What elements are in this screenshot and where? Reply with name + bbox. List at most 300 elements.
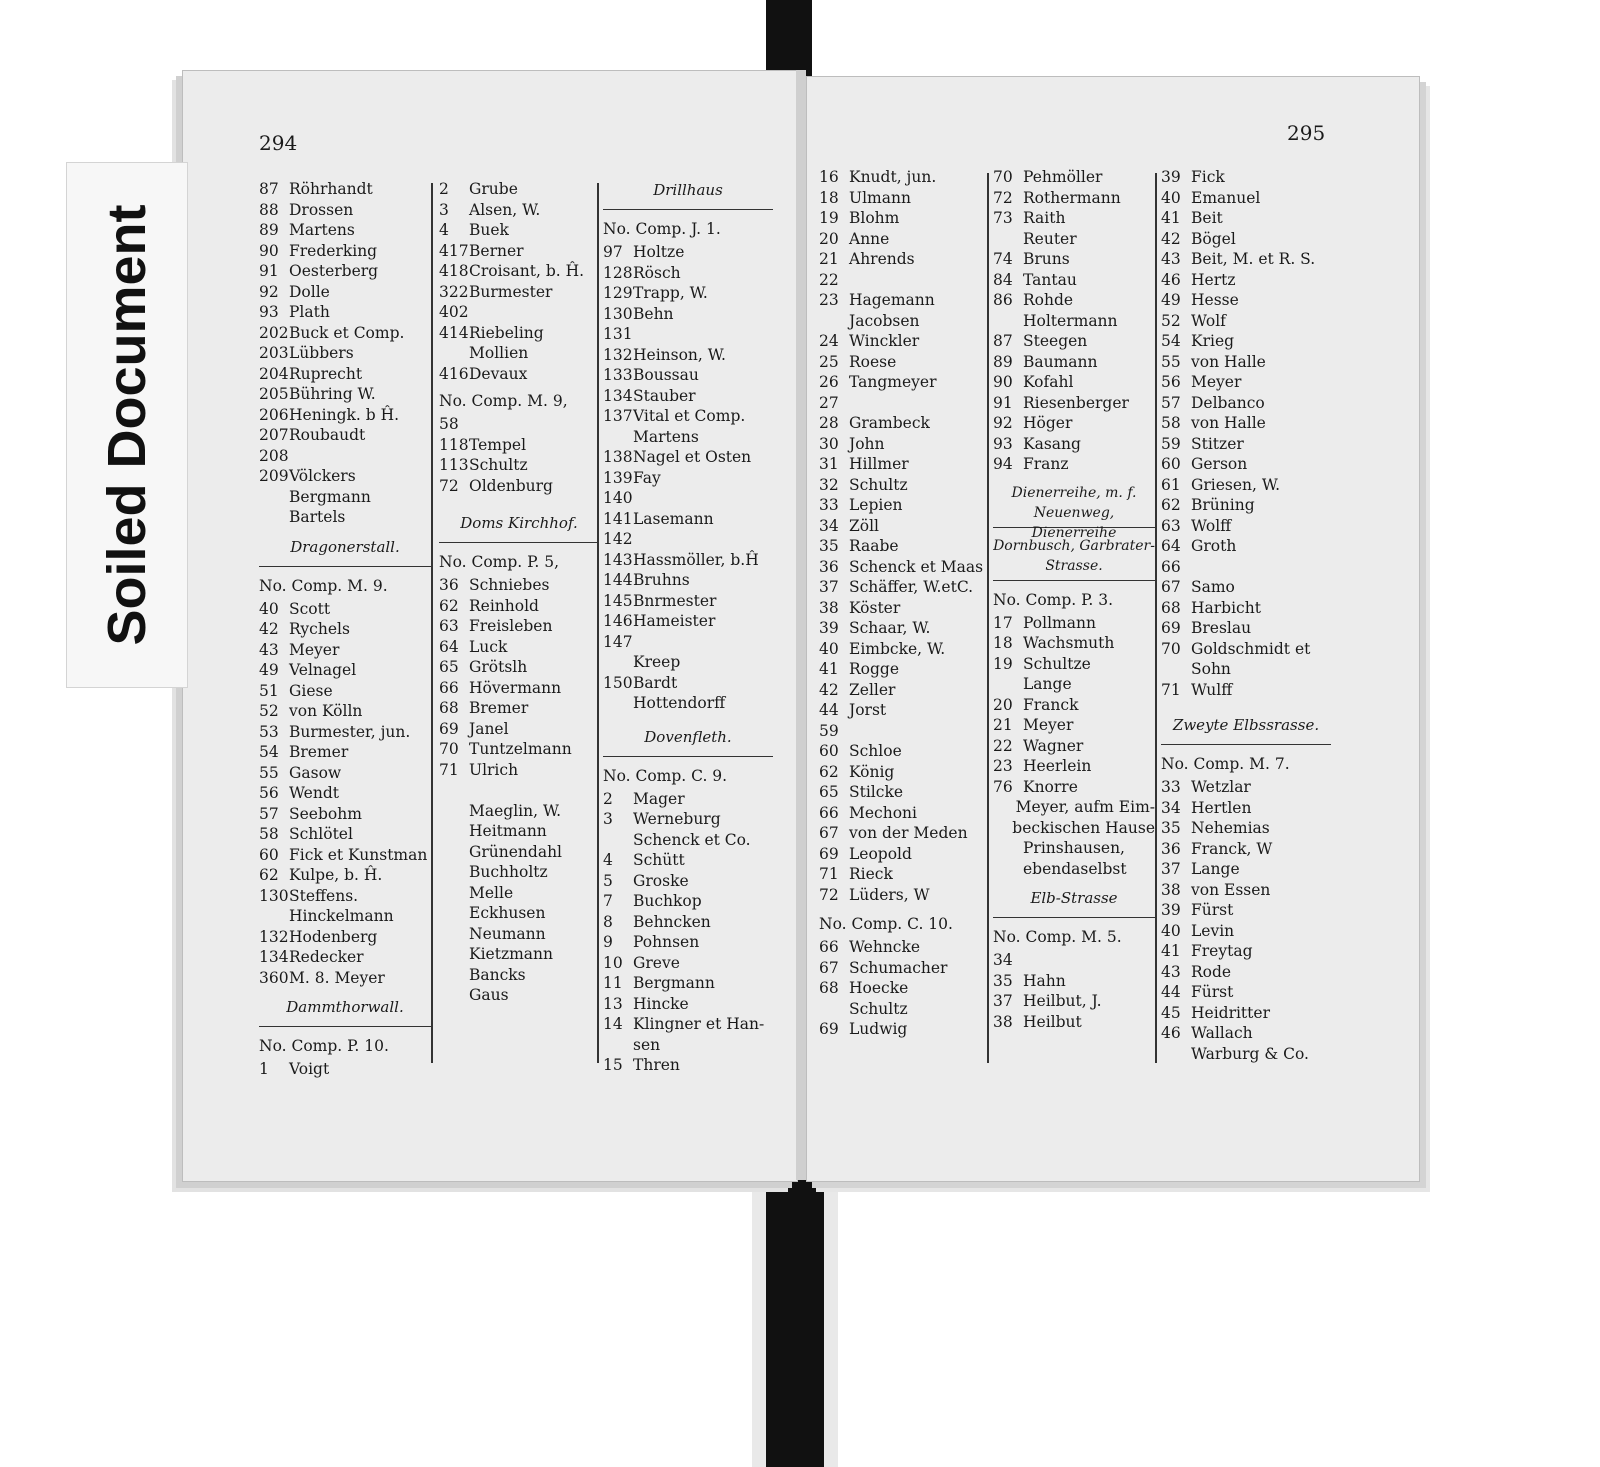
resident-name: Grube	[469, 180, 518, 198]
entry-row	[819, 958, 987, 979]
house-number: 40	[1161, 921, 1181, 940]
entry-row	[993, 838, 1155, 859]
house-number: 43	[1161, 250, 1181, 268]
resident-name: Bergmann	[633, 974, 715, 992]
entry-list	[259, 179, 431, 528]
entry-row	[993, 777, 1155, 798]
resident-name: Croisant, b. Ĥ.	[469, 262, 585, 280]
entry-row	[1161, 859, 1331, 880]
house-number: 67	[1161, 578, 1181, 596]
house-number: 54	[259, 743, 279, 761]
resident-name: Schenck et Maas	[849, 557, 984, 576]
house-number	[439, 944, 469, 965]
resident-name: Lange	[1191, 860, 1240, 878]
entry-row	[1161, 536, 1331, 557]
entry-row	[439, 657, 599, 678]
column-rule	[597, 183, 599, 1063]
house-number: 39	[1161, 168, 1181, 186]
resident-name: Emanuel	[1191, 188, 1261, 207]
house-number: 72	[819, 885, 839, 904]
entry-row	[819, 454, 987, 475]
house-number: 18	[819, 188, 839, 207]
entry-row	[259, 507, 431, 528]
entry-row	[993, 188, 1155, 209]
entry-list	[439, 179, 599, 384]
entry-row	[1161, 434, 1331, 455]
house-number: 55	[259, 763, 279, 782]
house-number: 89	[993, 352, 1013, 371]
entry-row	[819, 844, 987, 865]
resident-name: Baumann	[1023, 352, 1098, 371]
entry-row	[819, 864, 987, 885]
entry-row	[993, 633, 1155, 654]
entry-row	[819, 331, 987, 352]
entry-row	[439, 821, 599, 842]
entry-row	[603, 912, 773, 933]
resident-name: Rieck	[849, 865, 893, 883]
house-number: 87	[993, 332, 1013, 350]
house-number: 59	[1161, 434, 1181, 453]
resident-name: Steegen	[1023, 332, 1088, 350]
house-number: 142	[603, 530, 633, 548]
resident-name: Roubaudt	[289, 426, 366, 444]
entry-row	[1161, 639, 1331, 660]
house-number: 89	[259, 221, 279, 239]
resident-name: Hövermann	[469, 678, 562, 697]
entry-row	[259, 886, 431, 907]
entry-row	[603, 891, 773, 912]
resident-name: Schultze	[1023, 654, 1091, 673]
resident-name: Heningk. b Ĥ.	[289, 405, 400, 424]
resident-name: Greve	[633, 953, 680, 972]
house-number	[439, 903, 469, 924]
resident-name: Buchholtz	[469, 863, 548, 881]
comp-line: No. Comp. P. 3.	[993, 590, 1114, 609]
entry-row	[259, 425, 431, 446]
resident-name: Hottendorff	[633, 694, 726, 712]
entry-list	[439, 575, 599, 780]
resident-name: Levin	[1191, 921, 1235, 940]
resident-name: Knudt, jun.	[849, 168, 937, 186]
resident-name: Fay	[633, 468, 661, 487]
right-col-1	[819, 167, 987, 1040]
entry-row	[439, 476, 599, 497]
entry-row	[603, 468, 773, 489]
house-number: 76	[993, 777, 1013, 796]
entry-row	[993, 695, 1155, 716]
entry-row	[993, 208, 1155, 229]
entry-row	[439, 883, 599, 904]
house-number: 147	[603, 632, 633, 651]
section-title: Elb-Strasse	[993, 879, 1155, 918]
house-number: 34	[819, 516, 839, 535]
entry-row	[1161, 249, 1331, 270]
house-number: 56	[259, 784, 279, 802]
resident-name: Knorre	[1023, 777, 1078, 796]
resident-name: Lübbers	[289, 344, 354, 362]
resident-name: Kulpe, b. Ĥ.	[289, 866, 383, 884]
soiled-document-label: Soiled Document	[66, 162, 188, 688]
house-number: 35	[1161, 819, 1181, 837]
entry-row	[819, 290, 987, 311]
entry-row	[993, 167, 1155, 188]
resident-name: Beit, M. et R. S.	[1191, 250, 1316, 268]
comp-line: No. Comp. M. 9,	[439, 392, 568, 410]
entry-row	[259, 220, 431, 241]
entry-row	[603, 953, 773, 974]
resident-name: Kietzmann	[469, 945, 554, 963]
house-number: 35	[819, 537, 839, 555]
resident-name: Prinshausen,	[1023, 839, 1125, 857]
entry-row	[439, 616, 599, 637]
entry-row	[259, 927, 431, 948]
entry-row	[1161, 229, 1331, 250]
resident-name: Beit	[1191, 209, 1223, 227]
section-title: Zweyte Elbssrasse.	[1161, 706, 1331, 745]
resident-name: Heidritter	[1191, 1003, 1270, 1022]
resident-name: Plath	[289, 303, 330, 321]
house-number: 17	[993, 613, 1013, 632]
entry-row	[603, 570, 773, 591]
resident-name: Gaus	[469, 986, 509, 1004]
house-number: 41	[1161, 209, 1181, 227]
house-number	[439, 862, 469, 883]
resident-name: Hameister	[633, 612, 716, 630]
house-number: 51	[259, 681, 279, 700]
entry-row	[603, 809, 773, 830]
house-number: 38	[993, 1012, 1013, 1031]
house-number: 49	[1161, 291, 1181, 309]
resident-name: ebendaselbst	[1023, 859, 1127, 878]
house-number: 91	[993, 393, 1013, 412]
entry-row	[439, 965, 599, 986]
house-number: 138	[603, 448, 633, 466]
resident-name: Pollmann	[1023, 613, 1096, 632]
resident-name: Köster	[849, 598, 901, 617]
house-number: 68	[439, 699, 459, 717]
resident-name: Eckhusen	[469, 904, 546, 922]
entry-row	[259, 701, 431, 722]
house-number: 14	[603, 1015, 623, 1033]
resident-name: Hagemann	[849, 291, 935, 309]
house-number: 39	[1161, 901, 1181, 919]
entry-row	[603, 263, 773, 284]
entry-row	[259, 619, 431, 640]
resident-name: Röhrhandt	[289, 180, 373, 198]
resident-name: Bögel	[1191, 229, 1236, 248]
entry-row	[259, 845, 431, 866]
resident-name: Hertlen	[1191, 798, 1252, 817]
resident-name: Stilcke	[849, 783, 904, 801]
entry-row	[1161, 331, 1331, 352]
entry-row	[439, 435, 599, 456]
resident-name: Lüders, W	[849, 885, 930, 904]
entry-row	[819, 978, 987, 999]
entry-row	[439, 200, 599, 221]
resident-name: Hinckelmann	[289, 907, 394, 925]
house-number: 57	[1161, 393, 1181, 412]
entry-row	[439, 261, 599, 282]
entry-row	[259, 763, 431, 784]
resident-name: Franck	[1023, 695, 1079, 714]
resident-name: Riesenberger	[1023, 393, 1129, 412]
house-number: 30	[819, 434, 839, 453]
entry-row	[259, 865, 431, 886]
house-number: 61	[1161, 475, 1181, 494]
entry-row	[1161, 921, 1331, 942]
resident-name: Heitmann	[469, 822, 547, 840]
entry-row	[259, 906, 431, 927]
house-number: 37	[993, 992, 1013, 1010]
entry-row	[819, 516, 987, 537]
entry-row	[603, 830, 773, 851]
house-number: 15	[603, 1056, 623, 1074]
house-number: 62	[259, 866, 279, 884]
house-number: 3	[439, 200, 449, 219]
house-number: 10	[603, 953, 623, 972]
house-number: 74	[993, 250, 1013, 268]
resident-name: Franck, W	[1191, 839, 1273, 858]
resident-name: Breslau	[1191, 619, 1252, 637]
resident-name: Jorst	[849, 701, 887, 719]
house-number: 70	[993, 168, 1013, 186]
house-number: 19	[993, 654, 1013, 673]
house-number: 145	[603, 591, 633, 610]
entry-row	[603, 673, 773, 694]
resident-name: Ulmann	[849, 188, 911, 207]
entry-row	[439, 944, 599, 965]
resident-name: Heilbut, J.	[1023, 992, 1102, 1010]
entry-row	[1161, 188, 1331, 209]
entry-row	[993, 818, 1155, 839]
house-number: 68	[1161, 598, 1181, 617]
right-col-2	[993, 167, 1155, 1032]
house-number: 133	[603, 366, 633, 384]
house-number: 40	[1161, 188, 1181, 207]
resident-name: Kofahl	[1023, 373, 1074, 391]
entry-list	[819, 937, 987, 1040]
resident-name: Scott	[289, 599, 331, 618]
resident-name: Groth	[1191, 537, 1237, 555]
entry-row	[1161, 798, 1331, 819]
resident-name: Klingner et Han-	[633, 1015, 765, 1033]
entry-row	[603, 591, 773, 612]
house-number: 208	[259, 446, 289, 465]
resident-name: Bremer	[289, 743, 349, 761]
resident-name: Bremer	[469, 699, 529, 717]
entry-row	[439, 719, 599, 740]
house-number: 53	[259, 722, 279, 741]
resident-name: Wetzlar	[1191, 778, 1251, 796]
house-number: 66	[819, 803, 839, 822]
house-number: 23	[819, 291, 839, 309]
house-number: 36	[439, 576, 459, 594]
house-number: 205	[259, 385, 289, 403]
resident-name: Berner	[469, 241, 524, 260]
right-col-3	[1161, 167, 1331, 1064]
house-number: 68	[819, 979, 839, 997]
house-number	[439, 985, 469, 1006]
house-number: 64	[1161, 537, 1181, 555]
house-number: 2	[439, 180, 449, 198]
entry-list	[259, 599, 431, 989]
resident-name: M. 8. Meyer	[289, 968, 385, 987]
resident-name: Schaar, W.	[849, 619, 931, 637]
house-number	[259, 487, 289, 508]
resident-name: Wolf	[1191, 311, 1226, 330]
resident-name: Hertz	[1191, 270, 1236, 289]
entry-row	[259, 660, 431, 681]
house-number: 28	[819, 414, 839, 432]
entry-row	[993, 736, 1155, 757]
house-number: 72	[439, 476, 459, 495]
house-number: 63	[439, 617, 459, 635]
resident-name: Heilbut	[1023, 1012, 1082, 1031]
resident-name: Ruprecht	[289, 364, 363, 383]
house-number: 66	[439, 678, 459, 697]
section-title: Dovenfleth.	[603, 718, 773, 757]
resident-name: Hillmer	[849, 455, 909, 473]
entry-row	[259, 405, 431, 426]
entry-row	[819, 762, 987, 783]
resident-name: Heinson, W.	[633, 345, 726, 364]
house-number: 207	[259, 426, 289, 444]
house-number: 71	[1161, 680, 1181, 699]
house-number: 84	[993, 270, 1013, 289]
resident-name: Meyer	[1191, 373, 1242, 391]
entry-row	[259, 261, 431, 282]
resident-name: Hassmöller, b.Ĥ	[633, 550, 759, 569]
entry-row	[993, 613, 1155, 634]
comp-line: No. Comp. C. 9.	[603, 766, 728, 785]
entry-row	[1161, 880, 1331, 901]
house-number: 69	[1161, 619, 1181, 637]
resident-name: Buck et Comp.	[289, 323, 405, 342]
entry-row	[603, 994, 773, 1015]
house-number: 202	[259, 323, 289, 342]
resident-name: Rohde	[1023, 291, 1074, 309]
resident-name: Griesen, W.	[1191, 475, 1281, 494]
resident-name: Fick	[1191, 168, 1225, 186]
resident-name: Nagel et Osten	[633, 448, 752, 466]
house-number	[259, 507, 289, 528]
house-number: 65	[819, 783, 839, 801]
resident-name: Wallach	[1191, 1024, 1253, 1042]
house-number	[993, 229, 1023, 250]
entry-row	[603, 1035, 773, 1056]
house-number: 69	[819, 1020, 839, 1038]
house-number: 3	[603, 810, 613, 828]
resident-name: Wendt	[289, 784, 339, 802]
entry-row	[1161, 454, 1331, 475]
resident-name: Tempel	[469, 435, 527, 454]
house-number	[439, 883, 469, 904]
entry-row	[819, 229, 987, 250]
entry-row	[259, 783, 431, 804]
house-number: 23	[993, 757, 1013, 775]
house-number: 57	[259, 804, 279, 823]
resident-name: Freytag	[1191, 942, 1253, 960]
resident-name: Meyer	[289, 640, 340, 659]
resident-name: Hesse	[1191, 291, 1239, 309]
entry-list	[603, 789, 773, 1076]
resident-name: Delbanco	[1191, 393, 1265, 412]
resident-name: Lasemann	[633, 509, 714, 528]
section-title: Drillhaus	[603, 171, 773, 210]
house-number	[603, 830, 633, 851]
resident-name: Mollien	[469, 344, 529, 362]
left-col-3	[603, 171, 773, 1076]
entry-list	[1161, 777, 1331, 1064]
entry-row	[1161, 270, 1331, 291]
entry-row	[603, 789, 773, 810]
entry-row	[1161, 982, 1331, 1003]
entry-row	[819, 618, 987, 639]
left-col-2	[439, 179, 599, 1006]
entry-row	[603, 242, 773, 263]
resident-name: Winckler	[849, 332, 920, 350]
comp-line: No. Comp. J. 1.	[603, 220, 721, 238]
house-number: 94	[993, 455, 1013, 473]
entry-row	[819, 393, 987, 414]
resident-name: Bancks	[469, 965, 526, 984]
entry-row	[1161, 352, 1331, 373]
house-number: 63	[1161, 516, 1181, 535]
house-number: 414	[439, 323, 469, 342]
entry-row	[819, 823, 987, 844]
entry-row	[993, 331, 1155, 352]
resident-name: von der Meden	[849, 824, 968, 842]
resident-name: Leopold	[849, 844, 912, 863]
house-number: 72	[993, 188, 1013, 207]
entry-row	[1161, 900, 1331, 921]
entry-row	[603, 304, 773, 325]
house-number	[439, 801, 469, 822]
entry-row	[819, 208, 987, 229]
entry-row	[439, 760, 599, 781]
entry-row	[819, 659, 987, 680]
entry-row	[1161, 777, 1331, 798]
entry-row	[603, 324, 773, 345]
comp-line: No. Comp. M. 9.	[259, 576, 388, 595]
entry-row	[439, 862, 599, 883]
resident-name: Redecker	[289, 948, 364, 966]
resident-name: Behn	[633, 304, 674, 323]
resident-name: Schumacher	[849, 958, 948, 977]
house-number: 41	[1161, 942, 1181, 960]
entry-row	[439, 323, 599, 344]
house-number: 33	[1161, 778, 1181, 796]
entry-row	[1161, 516, 1331, 537]
house-number: 44	[1161, 983, 1181, 1001]
resident-name: Eimbcke, W.	[849, 639, 946, 658]
entry-row	[439, 343, 599, 364]
entry-row	[1161, 290, 1331, 311]
resident-name: von Halle	[1191, 352, 1266, 371]
house-number: 38	[819, 598, 839, 617]
resident-name: Reuter	[1023, 229, 1077, 248]
house-number: 130	[259, 886, 289, 905]
resident-name: Oldenburg	[469, 476, 553, 495]
house-number: 58	[259, 825, 279, 843]
house-number: 26	[819, 373, 839, 391]
resident-name: Gerson	[1191, 455, 1248, 473]
page-number: 294	[259, 131, 298, 155]
resident-name: Rösch	[633, 263, 681, 282]
resident-name: Wolff	[1191, 516, 1232, 535]
house-number: 7	[603, 892, 613, 910]
resident-name: Grünendahl	[469, 842, 563, 861]
